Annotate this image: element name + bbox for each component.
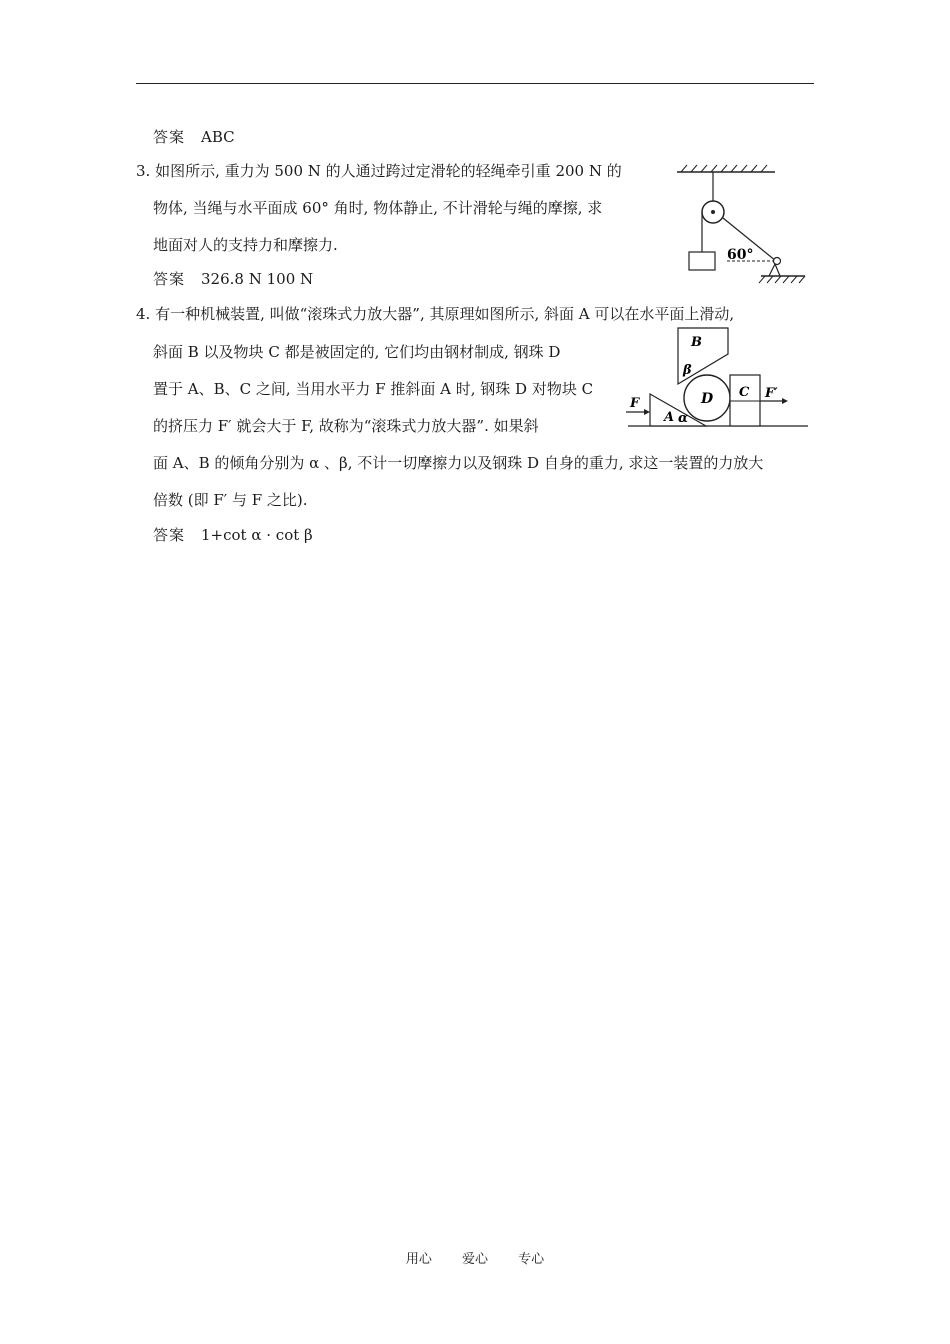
q3-line-3: 地面对人的支持力和摩擦力.	[153, 236, 338, 254]
q4-line-6: 倍数 (即 F′ 与 F 之比).	[153, 491, 308, 509]
q4-line-5: 面 A、B 的倾角分别为 α 、β, 不计一切摩擦力以及钢珠 D 自身的重力, 求这一装置的力放大	[153, 454, 764, 472]
q4-line-1: 4. 有一种机械装置, 叫做“滚珠式力放大器”, 其原理如图所示, 斜面 A 可以在水平面上滑动,	[136, 305, 735, 323]
q3-line-2: 物体, 当绳与水平面成 60° 角时, 物体静止, 不计滑轮与绳的摩擦, 求	[153, 199, 603, 217]
footer-item: 用心	[405, 1252, 432, 1267]
footer-item: 爱心	[461, 1252, 488, 1267]
answer-label: 答案	[153, 526, 186, 544]
page-footer	[0, 1248, 950, 1267]
header-rule	[136, 83, 814, 84]
q4-line-4: 的挤压力 F′ 就会大于 F, 故称为“滚珠式力放大器”. 如果斜	[153, 417, 539, 435]
answer-q2	[153, 127, 235, 147]
answer-label: 答案	[153, 128, 186, 146]
q4-line-3: 置于 A、B、C 之间, 当用水平力 F 推斜面 A 时, 钢珠 D 对物块 C	[153, 380, 594, 398]
label-C: C	[739, 385, 750, 400]
pulley-figure	[675, 163, 810, 288]
answer-value: ABC	[201, 128, 235, 146]
label-B: B	[691, 335, 702, 350]
answer-q4	[153, 525, 313, 545]
answer-label: 答案	[153, 270, 186, 288]
label-F-prime: F′	[765, 386, 778, 401]
answer-q3	[153, 269, 313, 289]
person-handle	[774, 258, 781, 265]
angle-label: 60°	[727, 247, 754, 263]
q4-line-2: 斜面 B 以及物块 C 都是被固定的, 它们均由钢材制成, 钢珠 D	[153, 343, 561, 361]
footer-item: 专心	[518, 1252, 545, 1267]
label-D: D	[701, 391, 714, 407]
q3-line-1: 3. 如图所示, 重力为 500 N 的人通过跨过定滑轮的轻绳牵引重 200 N 的	[136, 162, 622, 180]
label-F: F	[630, 396, 640, 411]
hanging-block	[689, 252, 715, 270]
answer-value: 1+cot α · cot β	[201, 526, 313, 544]
label-A: A	[664, 410, 675, 425]
force-amplifier-figure	[622, 326, 812, 432]
label-alpha: α	[678, 411, 689, 426]
label-beta: β	[683, 363, 692, 378]
answer-value: 326.8 N 100 N	[201, 270, 314, 288]
